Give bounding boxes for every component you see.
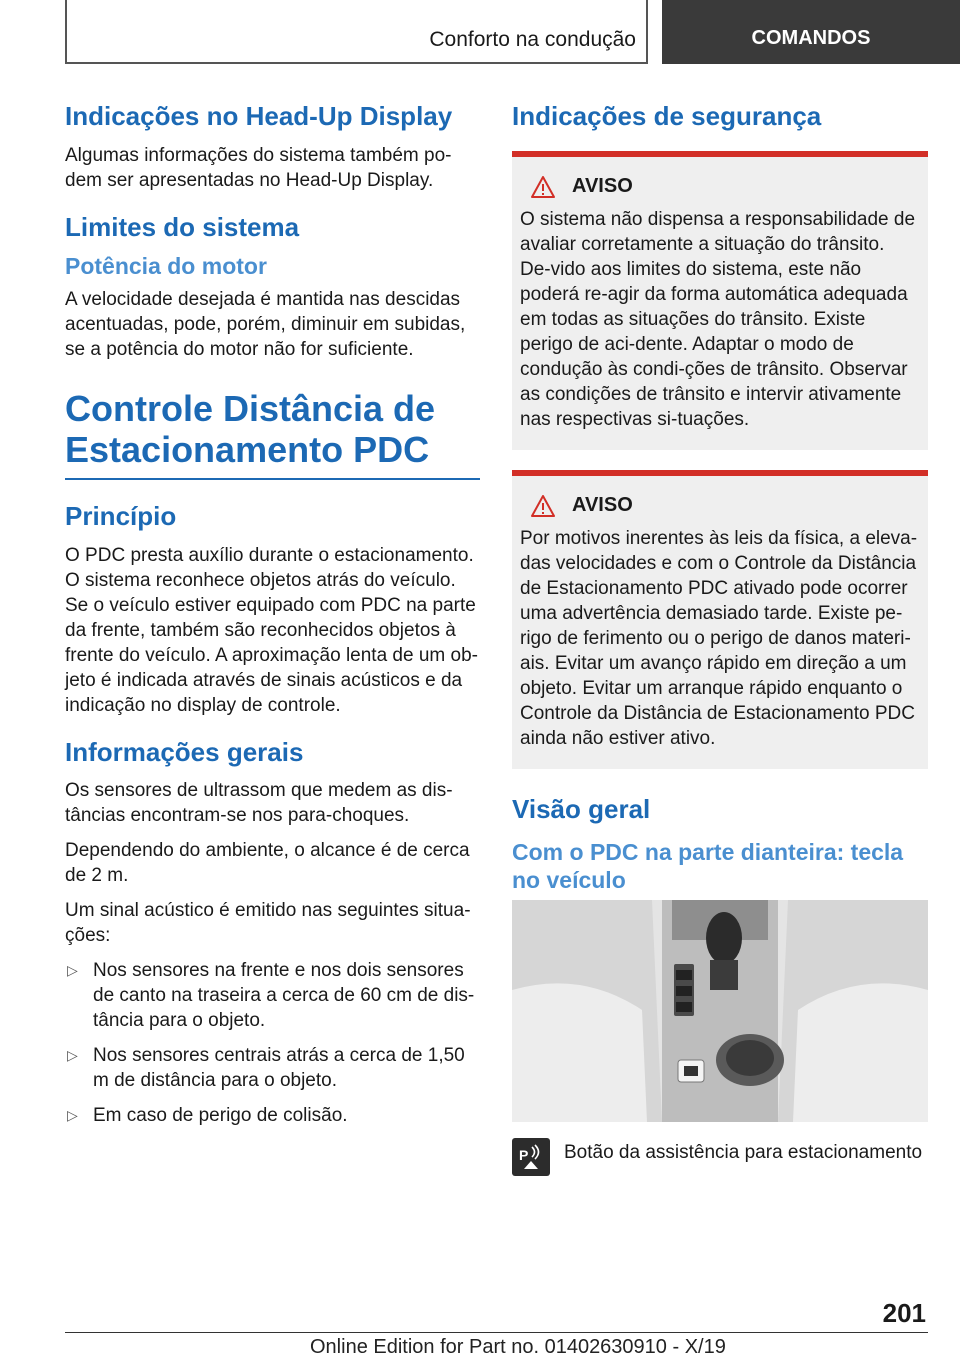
right-column xyxy=(512,100,928,1176)
warning-label: AVISO xyxy=(572,175,633,197)
warning-box-1 xyxy=(512,151,928,450)
warning-triangle-icon xyxy=(530,175,556,199)
warning-text-1: O sistema não dispensa a responsabilidade de avaliar corretamente a situação do trânsito. De-vido aos limites do sistema, este não poderá re-agir da forma automática adequada em todas as situações do trânsito. Existe perigo de aci-dente. Adaptar o modo de condução às condi-ções de trânsito. Observar as condições de trânsito e intervir ativamente nas respectivas si-tuações. xyxy=(520,208,916,430)
paragraph-general-3: Um sinal acústico é emitido nas seguintes situa-ções: xyxy=(65,900,471,947)
heading-principle: Princípio xyxy=(65,501,177,532)
edition-text: Online Edition for Part no. 01402630910 - X/19 xyxy=(310,1336,726,1358)
triangle-bullet-icon: ▷ xyxy=(67,1047,78,1064)
svg-text:P: P xyxy=(519,1147,529,1164)
heading-general-info: Informações gerais xyxy=(65,736,304,767)
situation-list xyxy=(65,958,480,1128)
center-console-photo xyxy=(512,900,928,1122)
heading-hud: Indicações no Head-Up Display xyxy=(65,101,453,131)
paragraph-general-2: Dependendo do ambiente, o alcance é de cerca de 2 m. xyxy=(65,840,470,887)
warning-text-2: Por motivos inerentes às leis da física, a eleva-das velocidades e com o Controle da Distância de Estacionamento PDC ativado pode ocorrer uma advertência demasiado tarde. Existe pe-rigo de ferimento ou o perigo de danos materi-ais. Evitar um avanço rápido em direção a um objeto. Evitar um arranque rápido enquanto o Controle da Distância de Estacionamento PDC ainda não estiver ativo. xyxy=(520,527,918,749)
list-item: ▷ Em caso de perigo de colisão. xyxy=(67,1105,348,1127)
heading-front-pdc: Com o PDC na parte dianteira: tecla no veículo xyxy=(512,839,904,893)
header-section-box xyxy=(65,0,648,64)
photo-caption: Botão da assistência para estacionamento xyxy=(564,1142,923,1164)
list-item: ▷ Nos sensores centrais atrás a cerca de 1,50 m de distância para o objeto. xyxy=(67,1045,465,1092)
heading-system-limits: Limites do sistema xyxy=(65,211,300,242)
triangle-bullet-icon: ▷ xyxy=(67,962,78,979)
paragraph-principle: O PDC presta auxílio durante o estacionamento. O sistema reconhece objetos atrás do veículo. Se o veículo estiver equipado com PDC na parte da frente, também são reconhecidos objetos à frente do veículo. A aproximação lenta de um ob-jeto é indicada através de sinais acústicos e da indicação no display de controle. xyxy=(65,544,478,716)
heading-pdc: Controle Distância de Estacionamento PDC xyxy=(65,388,480,481)
heading-engine-power: Potência do motor xyxy=(65,253,267,279)
warning-box-2 xyxy=(512,470,928,769)
header-section-title: Conforto na condução xyxy=(429,28,636,51)
paragraph-general-1: Os sensores de ultrassom que medem as dis-tâncias encontram-se nos para-choques. xyxy=(65,780,453,827)
paragraph-engine-power: A velocidade desejada é mantida nas descidas acentuadas, pode, porém, diminuir em subidas, se a potência do motor não for suficiente. xyxy=(65,288,466,360)
left-column xyxy=(65,100,480,1138)
warning-triangle-icon xyxy=(530,494,556,518)
heading-overview: Visão geral xyxy=(512,793,651,824)
list-item: ▷ Nos sensores na frente e nos dois sensores de canto na traseira a cerca de 60 cm de dis-tância para o objeto. xyxy=(67,960,475,1032)
paragraph-hud: Algumas informações do sistema também po-dem ser apresentadas no Head-Up Display. xyxy=(65,144,452,191)
warning-label: AVISO xyxy=(572,494,633,516)
parking-assist-button-icon xyxy=(512,1138,550,1176)
heading-safety: Indicações de segurança xyxy=(512,101,822,131)
footer-divider xyxy=(65,1332,928,1333)
page-number: 201 xyxy=(882,1298,926,1328)
header-chapter-tab: COMANDOS xyxy=(662,0,960,64)
triangle-bullet-icon: ▷ xyxy=(67,1107,78,1124)
